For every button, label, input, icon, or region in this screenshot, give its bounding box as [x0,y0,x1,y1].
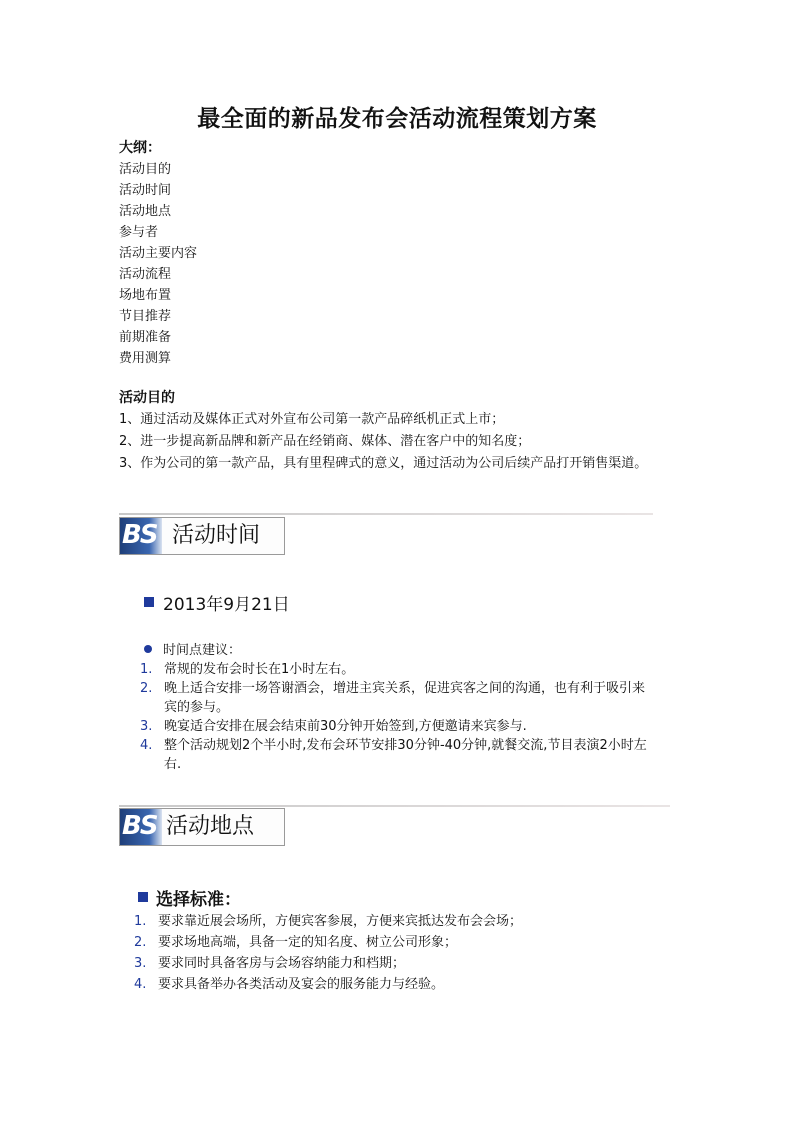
banner-title: 活动时间 [172,523,261,548]
company-logo-icon: BS [120,518,162,554]
list-item: 4. 整个活动规划2个半小时,发布会环节安排30分钟-40分钟,就餐交流,节目表演2小时左右. [140,738,647,772]
square-bullet-icon [144,597,154,607]
slide-divider [119,805,670,807]
page-title: 最全面的新品发布会活动流程策划方案 [197,105,597,132]
banner-title: 活动地点 [166,814,255,839]
list-item: 2. 要求场地高端，具备一定的知名度、树立公司形象； [134,935,458,950]
outline-heading: 大纲： [119,140,161,156]
time-tips-list [140,660,655,774]
outline-item: 费用测算 [119,351,172,366]
company-logo-icon: BS [120,809,162,845]
criteria-list [134,911,664,995]
outline-item: 活动时间 [119,183,172,198]
section-banner [119,808,285,846]
slide-divider [119,513,653,515]
event-date: 2013年9月21日 [163,595,290,615]
outline-item: 活动地点 [119,204,172,219]
purpose-heading: 活动目的 [119,390,175,406]
outline-item: 前期准备 [119,330,172,345]
purpose-item: 3、作为公司的第一款产品，具有里程碑式的意义，通过活动为公司后续产品打开销售渠道。 [119,456,648,471]
round-bullet-icon [144,645,152,653]
outline-item: 活动主要内容 [119,246,198,261]
time-tips-label: 时间点建议： [163,643,242,658]
square-bullet-icon [138,892,148,902]
list-item: 1. 常规的发布会时长在1小时左右。 [140,662,355,677]
list-item: 4. 要求具备举办各类活动及宴会的服务能力与经验。 [134,977,445,992]
purpose-section [119,387,679,475]
slide-activity-place [119,805,674,1005]
slide-activity-time [119,513,659,783]
outline-item: 活动流程 [119,267,172,282]
criteria-title: 选择标准： [156,890,241,910]
section-banner [119,517,285,555]
purpose-item: 1、通过活动及媒体正式对外宣布公司第一款产品碎纸机正式上市； [119,412,505,427]
outline-item: 活动目的 [119,162,172,177]
outline-item: 参与者 [119,225,159,240]
list-item: 2. 晚上适合安排一场答谢酒会，增进主宾关系，促进宾客之间的沟通，也有利于吸引来宾的参与。 [140,681,646,715]
outline-item: 场地布置 [119,288,172,303]
outline-section [119,138,197,369]
outline-item: 节目推荐 [119,309,172,324]
list-item: 3. 晚宴适合安排在展会结束前30分钟开始签到,方便邀请来宾参与. [140,719,527,734]
list-item: 1. 要求靠近展会场所，方便宾客参展，方便来宾抵达发布会会场； [134,914,523,929]
list-item: 3. 要求同时具备客房与会场容纳能力和档期； [134,956,406,971]
purpose-item: 2、进一步提高新品牌和新产品在经销商、媒体、潜在客户中的知名度； [119,434,531,449]
